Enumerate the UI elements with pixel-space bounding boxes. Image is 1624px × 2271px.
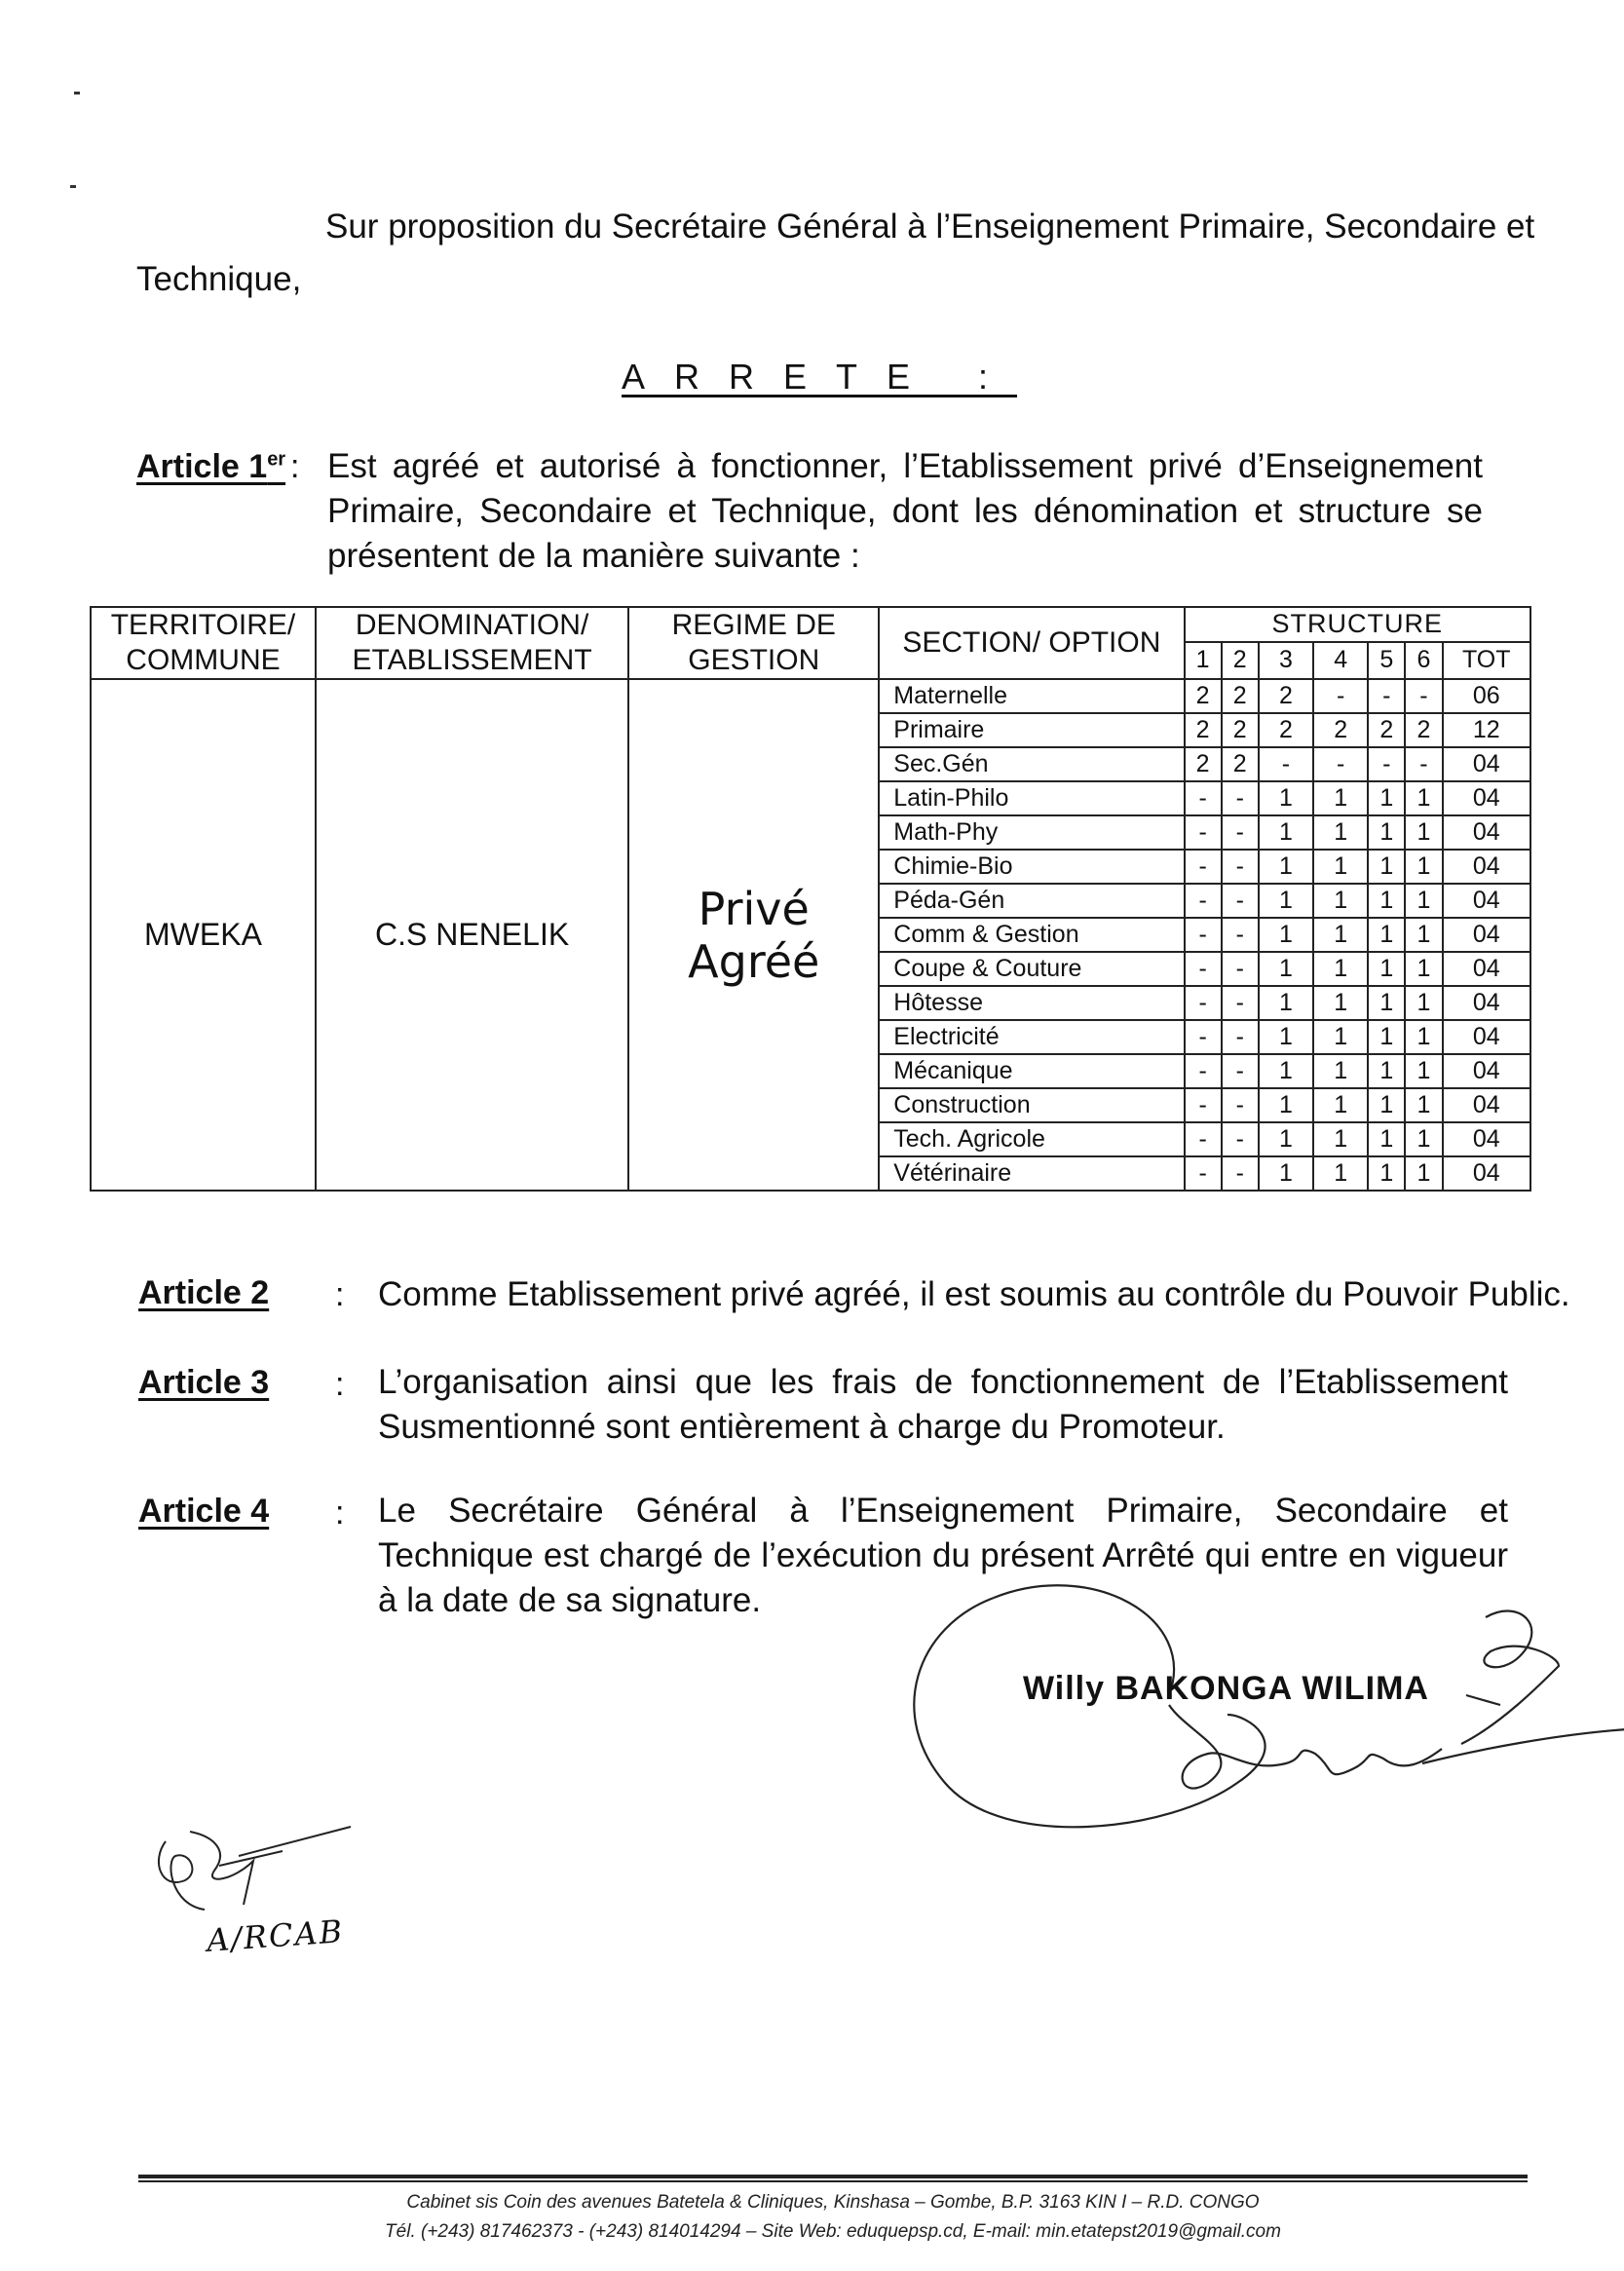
option-cell: Mécanique bbox=[879, 1054, 1184, 1088]
structure-value-cell: 1 bbox=[1368, 850, 1405, 884]
structure-value-cell: 2 bbox=[1259, 713, 1313, 747]
structure-value-cell: - bbox=[1222, 884, 1259, 918]
structure-value-cell: 2 bbox=[1222, 713, 1259, 747]
footer-rule-thin bbox=[138, 2180, 1528, 2182]
structure-value-cell: - bbox=[1222, 1122, 1259, 1156]
structure-value-cell: 1 bbox=[1313, 918, 1368, 952]
structure-value-cell: 1 bbox=[1259, 1020, 1313, 1054]
structure-value-cell: 1 bbox=[1405, 884, 1442, 918]
structure-value-cell: - bbox=[1222, 1054, 1259, 1088]
header-col-tot: TOT bbox=[1443, 642, 1530, 679]
total-cell: 12 bbox=[1443, 713, 1530, 747]
structure-value-cell: 1 bbox=[1259, 884, 1313, 918]
footer-address: Cabinet sis Coin des avenues Batetela & Cliniques, Kinshasa – Gombe, B.P. 3163 KIN I – R.D. CONGO bbox=[406, 2192, 1260, 2213]
structure-value-cell: 1 bbox=[1368, 884, 1405, 918]
structure-value-cell: 1 bbox=[1368, 1054, 1405, 1088]
structure-value-cell: 1 bbox=[1313, 952, 1368, 986]
structure-value-cell: - bbox=[1313, 747, 1368, 781]
footer-rule-thick bbox=[138, 2175, 1528, 2178]
total-cell: 04 bbox=[1443, 850, 1530, 884]
structure-value-cell: 1 bbox=[1259, 1156, 1313, 1191]
structure-value-cell: - bbox=[1222, 850, 1259, 884]
article-4-label: Article 4 bbox=[138, 1493, 270, 1530]
structure-value-cell: - bbox=[1185, 1088, 1222, 1122]
option-cell: Latin-Philo bbox=[879, 781, 1184, 815]
total-cell: 04 bbox=[1443, 747, 1530, 781]
option-cell: Electricité bbox=[879, 1020, 1184, 1054]
stray-mark bbox=[74, 92, 80, 95]
article-2-text: Comme Etablissement privé agréé, il est soumis au contrôle du Pouvoir Public. bbox=[378, 1275, 1570, 1313]
signature-scribble bbox=[877, 1559, 1624, 1890]
structure-value-cell: 2 bbox=[1259, 679, 1313, 713]
structure-value-cell: - bbox=[1185, 1156, 1222, 1191]
structure-value-cell: 1 bbox=[1313, 1088, 1368, 1122]
total-cell: 06 bbox=[1443, 679, 1530, 713]
structure-value-cell: 1 bbox=[1259, 952, 1313, 986]
structure-value-cell: - bbox=[1185, 1020, 1222, 1054]
structure-value-cell: 1 bbox=[1368, 1088, 1405, 1122]
signatory-name: Willy BAKONGA WILIMA bbox=[1023, 1670, 1429, 1707]
header-denomination: DENOMINATION/ ETABLISSEMENT bbox=[316, 607, 628, 679]
article-2-label: Article 2 bbox=[138, 1274, 270, 1311]
total-cell: 04 bbox=[1443, 952, 1530, 986]
header-regime: REGIME DE GESTION bbox=[628, 607, 879, 679]
structure-value-cell: - bbox=[1185, 1122, 1222, 1156]
structure-value-cell: - bbox=[1185, 781, 1222, 815]
stray-mark bbox=[70, 185, 76, 188]
article-4-colon: : bbox=[335, 1495, 345, 1532]
structure-value-cell: - bbox=[1185, 884, 1222, 918]
structure-value-cell: - bbox=[1368, 679, 1405, 713]
article-3-label: Article 3 bbox=[138, 1364, 270, 1401]
structure-value-cell: 2 bbox=[1222, 747, 1259, 781]
structure-value-cell: - bbox=[1222, 1020, 1259, 1054]
option-cell: Construction bbox=[879, 1088, 1184, 1122]
intro-line-2: Technique, bbox=[136, 260, 302, 298]
article-2-colon: : bbox=[335, 1276, 345, 1313]
structure-value-cell: - bbox=[1405, 747, 1442, 781]
structure-value-cell: 1 bbox=[1313, 1054, 1368, 1088]
total-cell: 04 bbox=[1443, 1020, 1530, 1054]
total-cell: 04 bbox=[1443, 986, 1530, 1020]
option-cell: Maternelle bbox=[879, 679, 1184, 713]
structure-value-cell: 1 bbox=[1368, 815, 1405, 850]
article-1-colon: : bbox=[290, 448, 300, 485]
structure-value-cell: 1 bbox=[1259, 815, 1313, 850]
footer-contact: Tél. (+243) 817462373 - (+243) 814014294 – Site Web: eduquepsp.cd, E-mail: min.etatepst2019@gmail.com bbox=[385, 2221, 1281, 2242]
territoire-cell: MWEKA bbox=[91, 679, 316, 1191]
structure-value-cell: - bbox=[1222, 986, 1259, 1020]
structure-value-cell: 1 bbox=[1368, 1156, 1405, 1191]
article-1-label bbox=[136, 448, 285, 486]
structure-value-cell: 2 bbox=[1313, 713, 1368, 747]
structure-value-cell: - bbox=[1222, 918, 1259, 952]
option-cell: Hôtesse bbox=[879, 986, 1184, 1020]
structure-value-cell: - bbox=[1259, 747, 1313, 781]
structure-value-cell: 1 bbox=[1405, 918, 1442, 952]
total-cell: 04 bbox=[1443, 884, 1530, 918]
structure-value-cell: - bbox=[1185, 815, 1222, 850]
structure-value-cell: 2 bbox=[1405, 713, 1442, 747]
structure-value-cell: 1 bbox=[1313, 1020, 1368, 1054]
structure-value-cell: 1 bbox=[1259, 1122, 1313, 1156]
structure-value-cell: - bbox=[1222, 1156, 1259, 1191]
initials-text: A/RCAB bbox=[205, 1912, 346, 1959]
structure-value-cell: 1 bbox=[1313, 1156, 1368, 1191]
structure-value-cell: 1 bbox=[1313, 986, 1368, 1020]
structure-value-cell: 1 bbox=[1368, 781, 1405, 815]
structure-value-cell: 1 bbox=[1405, 850, 1442, 884]
structure-value-cell: 2 bbox=[1185, 747, 1222, 781]
option-cell: Vétérinaire bbox=[879, 1156, 1184, 1191]
total-cell: 04 bbox=[1443, 781, 1530, 815]
structure-value-cell: 1 bbox=[1259, 850, 1313, 884]
structure-value-cell: - bbox=[1368, 747, 1405, 781]
structure-value-cell: 1 bbox=[1313, 1122, 1368, 1156]
article-3-text: L’organisation ainsi que les frais de fonctionnement de l’Etablissement Susmentionné sont entièrement à charge du Promoteur. bbox=[378, 1363, 1508, 1446]
header-col-3: 3 bbox=[1259, 642, 1313, 679]
option-cell: Comm & Gestion bbox=[879, 918, 1184, 952]
option-cell: Chimie-Bio bbox=[879, 850, 1184, 884]
header-col-5: 5 bbox=[1368, 642, 1405, 679]
structure-value-cell: 1 bbox=[1405, 1156, 1442, 1191]
article-4-text: Le Secrétaire Général à l’Enseignement Primaire, Secondaire et Technique est chargé de l’exécution du présent Arrêté qui entre en vigueur à la date de sa signature. bbox=[378, 1492, 1508, 1619]
article-3-colon: : bbox=[335, 1366, 345, 1403]
structure-value-cell: 1 bbox=[1313, 815, 1368, 850]
structure-value-cell: 1 bbox=[1259, 1088, 1313, 1122]
article-1-text: Est agréé et autorisé à fonctionner, l’Etablissement privé d’Enseignement Primaire, Secondaire et Technique, dont les dénomination et structure se présentent de la manière suivante : bbox=[327, 447, 1483, 575]
structure-value-cell: - bbox=[1185, 986, 1222, 1020]
structure-value-cell: 1 bbox=[1405, 1020, 1442, 1054]
option-cell: Péda-Gén bbox=[879, 884, 1184, 918]
option-cell: Primaire bbox=[879, 713, 1184, 747]
header-col-6: 6 bbox=[1405, 642, 1442, 679]
table-row bbox=[91, 679, 1530, 713]
total-cell: 04 bbox=[1443, 815, 1530, 850]
option-cell: Tech. Agricole bbox=[879, 1122, 1184, 1156]
structure-value-cell: 1 bbox=[1405, 815, 1442, 850]
structure-value-cell: 1 bbox=[1368, 1020, 1405, 1054]
structure-value-cell: - bbox=[1185, 918, 1222, 952]
structure-value-cell: 1 bbox=[1368, 918, 1405, 952]
structure-value-cell: 1 bbox=[1313, 884, 1368, 918]
option-cell: Sec.Gén bbox=[879, 747, 1184, 781]
structure-value-cell: 1 bbox=[1368, 952, 1405, 986]
structure-value-cell: 1 bbox=[1405, 1122, 1442, 1156]
header-col-4: 4 bbox=[1313, 642, 1368, 679]
structure-value-cell: - bbox=[1313, 679, 1368, 713]
structure-value-cell: - bbox=[1185, 952, 1222, 986]
structure-value-cell: 1 bbox=[1259, 781, 1313, 815]
document-title: ARRETE : bbox=[622, 357, 1018, 397]
structure-table bbox=[90, 606, 1531, 1192]
header-col-2: 2 bbox=[1222, 642, 1259, 679]
option-cell: Math-Phy bbox=[879, 815, 1184, 850]
total-cell: 04 bbox=[1443, 1122, 1530, 1156]
structure-value-cell: - bbox=[1222, 1088, 1259, 1122]
structure-value-cell: - bbox=[1222, 815, 1259, 850]
structure-value-cell: 1 bbox=[1259, 986, 1313, 1020]
header-col-1: 1 bbox=[1185, 642, 1222, 679]
structure-value-cell: 2 bbox=[1185, 679, 1222, 713]
total-cell: 04 bbox=[1443, 1054, 1530, 1088]
header-territoire: TERRITOIRE/ COMMUNE bbox=[91, 607, 316, 679]
header-section: SECTION/ OPTION bbox=[879, 607, 1184, 679]
article-1-label-sup: er bbox=[267, 448, 286, 471]
total-cell: 04 bbox=[1443, 918, 1530, 952]
structure-value-cell: 1 bbox=[1405, 781, 1442, 815]
structure-value-cell: 1 bbox=[1313, 781, 1368, 815]
structure-value-cell: - bbox=[1185, 1054, 1222, 1088]
structure-value-cell: - bbox=[1405, 679, 1442, 713]
regime-cell: Privé Agréé bbox=[628, 679, 879, 1191]
structure-value-cell: - bbox=[1222, 952, 1259, 986]
structure-value-cell: 1 bbox=[1405, 952, 1442, 986]
header-structure: STRUCTURE bbox=[1185, 607, 1530, 642]
structure-value-cell: 2 bbox=[1368, 713, 1405, 747]
structure-value-cell: 1 bbox=[1368, 1122, 1405, 1156]
structure-value-cell: 1 bbox=[1405, 986, 1442, 1020]
intro-line-1: Sur proposition du Secrétaire Général à l’Enseignement Primaire, Secondaire et bbox=[325, 208, 1535, 246]
structure-value-cell: 1 bbox=[1313, 850, 1368, 884]
option-cell: Coupe & Couture bbox=[879, 952, 1184, 986]
structure-value-cell: 1 bbox=[1405, 1088, 1442, 1122]
structure-value-cell: 1 bbox=[1259, 918, 1313, 952]
structure-value-cell: 1 bbox=[1259, 1054, 1313, 1088]
denomination-cell: C.S NENELIK bbox=[316, 679, 628, 1191]
article-1-label-text: Article 1 bbox=[136, 448, 268, 485]
structure-value-cell: 1 bbox=[1405, 1054, 1442, 1088]
structure-value-cell: 2 bbox=[1185, 713, 1222, 747]
structure-value-cell: 2 bbox=[1222, 679, 1259, 713]
structure-value-cell: - bbox=[1222, 781, 1259, 815]
structure-value-cell: 1 bbox=[1368, 986, 1405, 1020]
structure-value-cell: - bbox=[1185, 850, 1222, 884]
total-cell: 04 bbox=[1443, 1156, 1530, 1191]
total-cell: 04 bbox=[1443, 1088, 1530, 1122]
